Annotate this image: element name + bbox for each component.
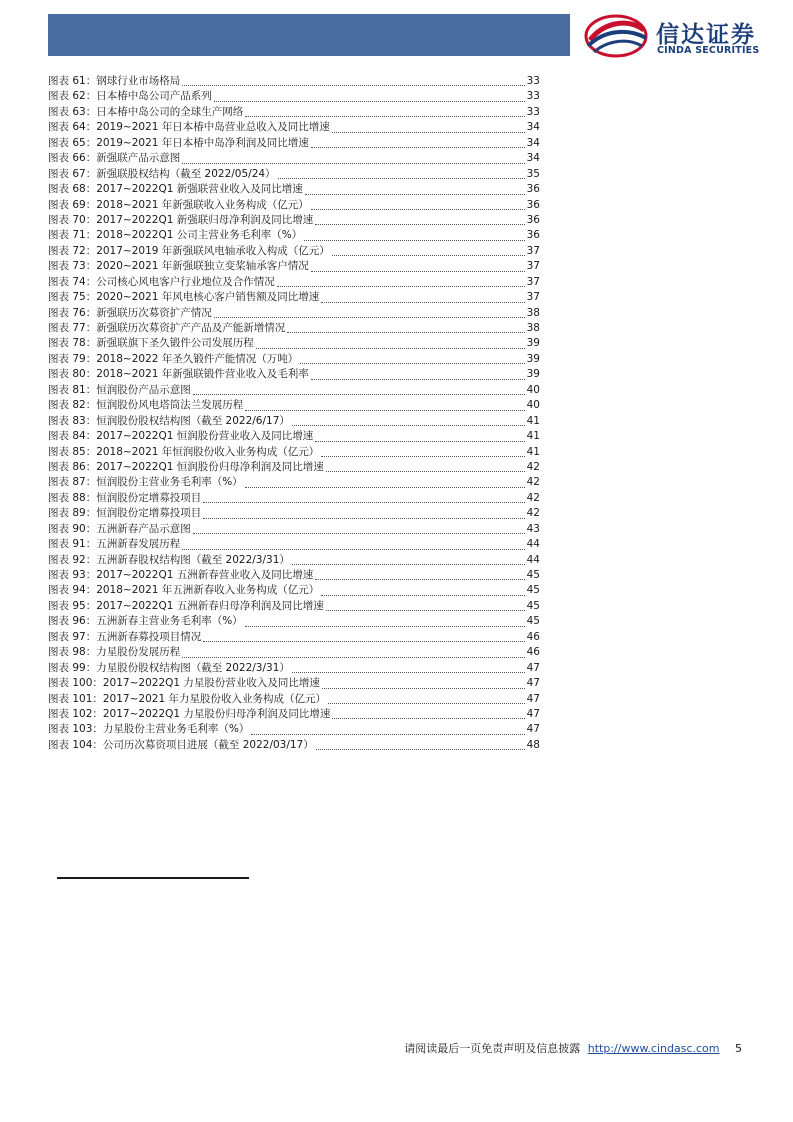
toc-entry[interactable] <box>48 136 540 151</box>
toc-entry[interactable] <box>48 599 540 614</box>
toc-entry[interactable] <box>48 506 540 521</box>
toc-entry-page: 41 <box>526 445 540 458</box>
toc-leader-dots <box>203 517 524 519</box>
toc-entry-label: 图表 96：五洲新春主营业务毛利率（%） <box>48 615 243 628</box>
toc-entry-page: 36 <box>526 229 540 242</box>
toc-entry-label: 图表 98：力星股份发展历程 <box>48 646 181 659</box>
toc-entry[interactable] <box>48 275 540 290</box>
toc-entry-label: 图表 100：2017~2022Q1 力星股份营业收入及同比增速 <box>48 677 320 690</box>
toc-leader-dots <box>245 409 524 411</box>
toc-entry-label: 图表 75：2020~2021 年风电核心客户销售额及同比增速 <box>48 291 320 304</box>
toc-entry[interactable] <box>48 738 540 753</box>
toc-entry-label: 图表 85：2018~2021 年恒润股份收入业务构成（亿元） <box>48 445 320 458</box>
toc-entry-page: 47 <box>526 677 540 690</box>
toc-entry-label: 图表 99：力星股份股权结构图（截至 2022/3/31） <box>48 661 290 674</box>
toc-leader-dots <box>311 270 525 272</box>
toc-entry[interactable] <box>48 228 540 243</box>
toc-entry-page: 33 <box>526 90 540 103</box>
toc-entry-page: 34 <box>526 136 540 149</box>
toc-entry-page: 39 <box>526 368 540 381</box>
toc-entry-label: 图表 74：公司核心风电客户行业地位及合作情况 <box>48 275 275 288</box>
toc-entry[interactable] <box>48 105 540 120</box>
toc-leader-dots <box>193 532 525 534</box>
toc-entry-page: 47 <box>526 661 540 674</box>
toc-entry-label: 图表 95：2017~2022Q1 五洲新春归母净利润及同比增速 <box>48 599 324 612</box>
toc-entry-page: 37 <box>526 275 540 288</box>
toc-leader-dots <box>245 115 524 117</box>
toc-entry-label: 图表 89：恒润股份定增募投项目 <box>48 507 202 520</box>
toc-entry-page: 39 <box>526 337 540 350</box>
toc-entry[interactable] <box>48 89 540 104</box>
toc-entry-page: 47 <box>526 692 540 705</box>
toc-entry[interactable] <box>48 537 540 552</box>
toc-leader-dots <box>292 424 525 426</box>
toc-entry-page: 46 <box>526 630 540 643</box>
toc-entry-label: 图表 68：2017~2022Q1 新强联营业收入及同比增速 <box>48 183 303 196</box>
toc-entry[interactable] <box>48 429 540 444</box>
toc-entry[interactable] <box>48 367 540 382</box>
toc-entry-page: 45 <box>526 599 540 612</box>
toc-leader-dots <box>315 578 524 580</box>
toc-entry-page: 42 <box>526 476 540 489</box>
toc-entry[interactable] <box>48 352 540 367</box>
toc-entry-label: 图表 104：公司历次募资项目进展（截至 2022/03/17） <box>48 738 314 751</box>
toc-entry-page: 46 <box>526 646 540 659</box>
toc-entry[interactable] <box>48 630 540 645</box>
toc-entry-label: 图表 64：2019~2021 年日本椿中岛营业总收入及同比增速 <box>48 121 330 134</box>
toc-entry-label: 图表 63：日本椿中岛公司的全球生产网络 <box>48 105 244 118</box>
toc-entry-label: 图表 94：2018~2021 年五洲新春收入业务构成（亿元） <box>48 584 320 597</box>
toc-entry-page: 45 <box>526 615 540 628</box>
toc-entry[interactable] <box>48 522 540 537</box>
toc-entry-label: 图表 93：2017~2022Q1 五洲新春营业收入及同比增速 <box>48 569 314 581</box>
logo-english-name: CINDA SECURITIES <box>657 45 760 56</box>
toc-entry-page: 45 <box>526 584 540 597</box>
toc-leader-dots <box>292 671 525 673</box>
toc-leader-dots <box>321 455 524 457</box>
toc-leader-dots <box>292 563 525 565</box>
toc-entry[interactable] <box>48 182 540 197</box>
toc-entry-label: 图表 82：恒润股份风电塔筒法兰发展历程 <box>48 399 244 412</box>
toc-entry-label: 图表 91：五洲新春发展历程 <box>48 538 181 551</box>
footnote-divider <box>57 877 249 879</box>
toc-entry[interactable] <box>48 383 540 398</box>
toc-leader-dots <box>315 440 524 442</box>
toc-entry[interactable] <box>48 460 540 475</box>
toc-entry[interactable] <box>48 583 540 598</box>
toc-entry-page: 39 <box>526 352 540 365</box>
toc-leader-dots <box>300 362 524 364</box>
toc-entry[interactable] <box>48 321 540 336</box>
toc-leader-dots <box>332 717 524 719</box>
toc-entry-page: 37 <box>526 244 540 257</box>
toc-leader-dots <box>326 470 525 472</box>
toc-entry-label: 图表 101：2017~2021 年力星股份收入业务构成（亿元） <box>48 692 326 705</box>
toc-entry[interactable] <box>48 491 540 506</box>
toc-entry[interactable] <box>48 167 540 182</box>
toc-entry-label: 图表 67：新强联股权结构（截至 2022/05/24） <box>48 167 276 180</box>
logo-chinese-name: 信达证券 <box>656 22 756 48</box>
toc-entry[interactable] <box>48 676 540 691</box>
toc-entry-label: 图表 66：新强联产品示意图 <box>48 152 181 165</box>
toc-leader-dots <box>311 208 525 210</box>
toc-leader-dots <box>251 733 524 735</box>
toc-leader-dots <box>278 177 525 179</box>
toc-entry-label: 图表 73：2020~2021 年新强联独立变桨轴承客户情况 <box>48 260 309 273</box>
toc-entry[interactable] <box>48 151 540 166</box>
toc-entry-page: 40 <box>526 383 540 396</box>
toc-entry-page: 42 <box>526 491 540 504</box>
toc-entry-page: 41 <box>526 430 540 443</box>
toc-entry[interactable] <box>48 707 540 722</box>
toc-leader-dots <box>182 656 524 658</box>
toc-entry-label: 图表 76：新强联历次募资扩产情况 <box>48 306 212 319</box>
toc-entry-page: 34 <box>526 152 540 165</box>
toc-leader-dots <box>321 301 524 303</box>
toc-leader-dots <box>326 609 525 611</box>
toc-entry-label: 图表 72：2017~2019 年新强联风电轴承收入构成（亿元） <box>48 244 330 257</box>
toc-entry[interactable] <box>48 198 540 213</box>
toc-entry-page: 47 <box>526 723 540 736</box>
toc-leader-dots <box>316 748 525 750</box>
toc-entry-page: 33 <box>526 105 540 118</box>
toc-entry-label: 图表 65：2019~2021 年日本椿中岛净利润及同比增速 <box>48 136 309 149</box>
toc-entry[interactable] <box>48 445 540 460</box>
toc-entry[interactable] <box>48 244 540 259</box>
toc-entry-page: 36 <box>526 183 540 196</box>
toc-entry-page: 40 <box>526 399 540 412</box>
toc-entry-page: 38 <box>526 306 540 319</box>
toc-leader-dots <box>305 193 525 195</box>
toc-leader-dots <box>311 146 525 148</box>
toc-entry[interactable] <box>48 259 540 274</box>
toc-entry-page: 47 <box>526 707 540 720</box>
toc-leader-dots <box>182 84 524 86</box>
toc-entry-label: 图表 78：新强联旗下圣久锻件公司发展历程 <box>48 337 254 350</box>
toc-entry-page: 43 <box>526 522 540 535</box>
toc-entry-page: 42 <box>526 460 540 473</box>
toc-entry-label: 图表 69：2018~2021 年新强联收入业务构成（亿元） <box>48 198 309 211</box>
toc-leader-dots <box>256 347 525 349</box>
toc-entry-page: 36 <box>526 198 540 211</box>
toc-entry[interactable] <box>48 213 540 228</box>
toc-entry[interactable] <box>48 722 540 737</box>
logo-emblem-icon <box>580 10 652 62</box>
toc-entry-page: 34 <box>526 121 540 134</box>
toc-entry-page: 45 <box>526 569 540 581</box>
toc-leader-dots <box>332 131 525 133</box>
toc-leader-dots <box>287 331 524 333</box>
toc-entry-page: 33 <box>526 75 540 87</box>
header-band <box>48 14 570 56</box>
toc-entry-label: 图表 88：恒润股份定增募投项目 <box>48 491 202 504</box>
toc-leader-dots <box>214 316 525 318</box>
toc-entry-label: 图表 102：2017~2022Q1 力星股份归母净利润及同比增速 <box>48 707 331 720</box>
toc-entry-label: 图表 61：钢球行业市场格局 <box>48 75 181 87</box>
toc-entry-label: 图表 84：2017~2022Q1 恒润股份营业收入及同比增速 <box>48 430 314 443</box>
toc-entry[interactable] <box>48 336 540 351</box>
toc-leader-dots <box>304 239 524 241</box>
toc-entry[interactable] <box>48 398 540 413</box>
toc-entry-label: 图表 90：五洲新春产品示意图 <box>48 522 191 535</box>
footer-disclaimer: 请阅读最后一页免责声明及信息披露 <box>404 1042 581 1055</box>
toc-entry[interactable] <box>48 475 540 490</box>
toc-entry[interactable] <box>48 306 540 321</box>
toc-entry-label: 图表 87：恒润股份主营业务毛利率（%） <box>48 476 243 489</box>
toc-leader-dots <box>315 223 524 225</box>
toc-entry[interactable] <box>48 553 540 568</box>
toc-entry-label: 图表 80：2018~2021 年新强联锻件营业收入及毛利率 <box>48 368 309 381</box>
toc-entry[interactable] <box>48 414 540 429</box>
toc-leader-dots <box>322 687 525 689</box>
toc-entry-label: 图表 97：五洲新春募投项目情况 <box>48 630 202 643</box>
page-footer <box>0 1040 742 1056</box>
toc-leader-dots <box>193 393 525 395</box>
toc-leader-dots <box>277 285 525 287</box>
toc-leader-dots <box>203 640 524 642</box>
toc-entry-label: 图表 81：恒润股份产品示意图 <box>48 383 191 396</box>
page-number: 5 <box>735 1042 742 1055</box>
toc-entry[interactable] <box>48 74 540 89</box>
toc-entry-label: 图表 86：2017~2022Q1 恒润股份归母净利润及同比增速 <box>48 460 324 473</box>
footer-website-link[interactable]: http://www.cindasc.com <box>587 1042 720 1055</box>
toc-leader-dots <box>214 100 525 102</box>
toc-entry-page: 37 <box>526 291 540 304</box>
toc-entry-page: 44 <box>526 553 540 566</box>
toc-entry-page: 44 <box>526 538 540 551</box>
toc-leader-dots <box>328 702 525 704</box>
figure-index-list <box>48 74 540 753</box>
toc-entry[interactable] <box>48 661 540 676</box>
toc-entry[interactable] <box>48 290 540 305</box>
toc-leader-dots <box>321 594 524 596</box>
toc-entry-label: 图表 77：新强联历次募资扩产产品及产能新增情况 <box>48 322 286 334</box>
toc-entry[interactable] <box>48 614 540 629</box>
toc-entry-page: 35 <box>526 167 540 180</box>
toc-entry-page: 38 <box>526 322 540 334</box>
toc-entry[interactable] <box>48 692 540 707</box>
toc-leader-dots <box>182 548 524 550</box>
toc-entry-label: 图表 70：2017~2022Q1 新强联归母净利润及同比增速 <box>48 213 314 226</box>
toc-entry-label: 图表 62：日本椿中岛公司产品系列 <box>48 90 212 103</box>
toc-entry-page: 42 <box>526 507 540 520</box>
toc-entry[interactable] <box>48 645 540 660</box>
toc-leader-dots <box>332 254 525 256</box>
toc-entry-label: 图表 103：力星股份主营业务毛利率（%） <box>48 723 250 736</box>
toc-leader-dots <box>245 625 525 627</box>
toc-entry-label: 图表 83：恒润股份股权结构图（截至 2022/6/17） <box>48 414 290 427</box>
toc-leader-dots <box>203 501 524 503</box>
toc-entry-page: 37 <box>526 260 540 273</box>
toc-leader-dots <box>311 378 525 380</box>
toc-leader-dots <box>245 486 525 488</box>
toc-entry-page: 41 <box>526 414 540 427</box>
toc-entry-label: 图表 92：五洲新春股权结构图（截至 2022/3/31） <box>48 553 290 566</box>
toc-leader-dots <box>182 162 524 164</box>
toc-entry[interactable] <box>48 120 540 135</box>
toc-entry[interactable] <box>48 568 540 583</box>
toc-entry-label: 图表 71：2018~2022Q1 公司主营业务毛利率（%） <box>48 229 303 242</box>
toc-entry-label: 图表 79：2018~2022 年圣久锻件产能情况（万吨） <box>48 352 299 365</box>
company-logo <box>580 10 780 62</box>
toc-entry-page: 48 <box>526 738 540 751</box>
toc-entry-page: 36 <box>526 213 540 226</box>
